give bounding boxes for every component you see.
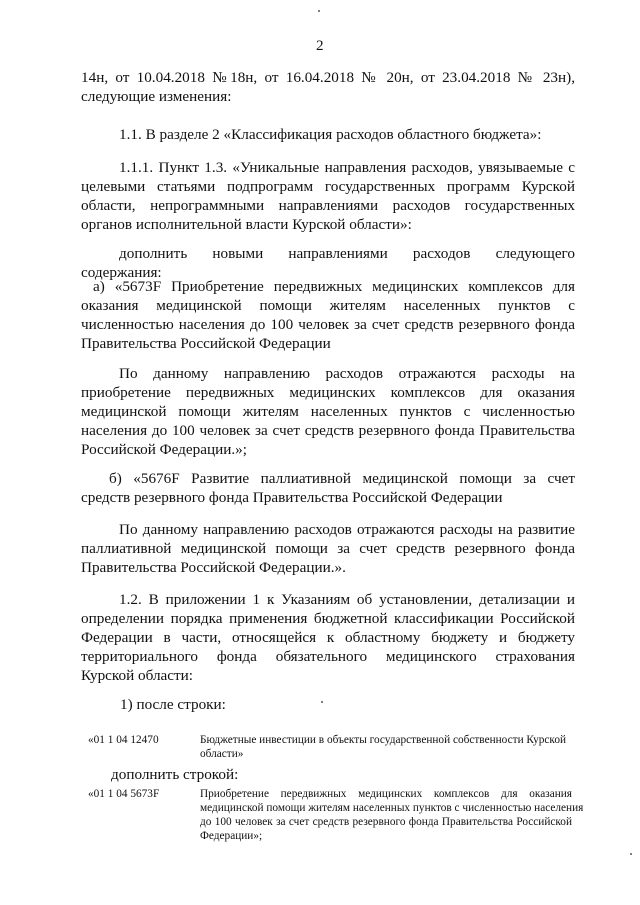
text-line: дополнить новыми направлениями расходов следующего xyxy=(119,245,575,262)
text-line: области» xyxy=(200,748,244,760)
text-line: Федерации»; xyxy=(200,830,263,842)
text-line: численностью населения до 100 человек за счет средств резервного фонда xyxy=(81,316,575,333)
scan-speck xyxy=(321,701,323,703)
text-line: органов исполнительной власти Курской области»: xyxy=(81,216,412,233)
text-line: По данному направлению расходов отражаются расходы на xyxy=(119,365,575,382)
section-1-1-1-paragraph xyxy=(81,158,575,234)
page-number: 2 xyxy=(316,37,324,54)
text-line: Бюджетные инвестиции в объекты государственной собственности Курской xyxy=(200,734,567,746)
intro-paragraph xyxy=(81,68,575,106)
text-line: территориального фонда обязательного медицинского страхования xyxy=(81,648,575,665)
row-description xyxy=(200,787,584,843)
text-line: целевыми статьями подпрограмм государственных программ Курской xyxy=(81,178,575,195)
item-a-description xyxy=(81,364,575,459)
text-line: Правительства Российской Федерации.». xyxy=(81,559,346,576)
section-1-1-heading: 1.1. В разделе 2 «Классификация расходов областного бюджета»: xyxy=(119,126,542,143)
text-line: до 100 человек за счет средств резервного фонда Правительства Российской xyxy=(200,816,572,828)
item-a-paragraph xyxy=(81,277,575,353)
text-line: Федерации в части, относящейся к областному бюджету и бюджету xyxy=(81,629,575,646)
add-row-label: дополнить строкой: xyxy=(111,766,239,783)
text-line: приобретение передвижных медицинских комплексов для оказания xyxy=(81,384,575,401)
text-line: содержания: xyxy=(81,264,162,281)
text-line: 14н, от 10.04.2018 №18н, от 16.04.2018 № 20н, от 23.04.2018 № 23н), xyxy=(81,69,575,86)
text-line: 1.2. В приложении 1 к Указаниям об установлении, детализации и xyxy=(119,591,575,608)
text-line: области, непрограммными направлениями расходов государственных xyxy=(81,197,575,214)
text-line: б) «5676F Развитие паллиативной медицинской помощи за счет xyxy=(109,470,575,487)
section-1-2-paragraph xyxy=(81,590,575,685)
text-line: По данному направлению расходов отражаются расходы на развитие xyxy=(119,521,575,538)
text-line: оказания медицинской помощи жителям населенных пунктов с xyxy=(81,297,575,314)
scan-speck xyxy=(318,10,320,12)
text-line: паллиативной медицинской помощи за счет средств резервного фонда xyxy=(81,540,575,557)
text-line: определении порядка применения бюджетной классификации Российской xyxy=(81,610,575,627)
text-line: Российской Федерации.»; xyxy=(81,441,247,458)
scan-speck xyxy=(630,853,632,855)
text-line: медицинской помощи жителям населенных пунктов с численностью xyxy=(81,403,575,420)
text-line: населения до 100 человек за счет средств резервного фонда Правительства xyxy=(81,422,575,439)
text-line: Приобретение передвижных медицинских комплексов для оказания xyxy=(200,788,572,800)
text-line: следующие изменения: xyxy=(81,88,232,105)
after-line-label: 1) после строки: xyxy=(120,696,226,713)
text-line: средств резервного фонда Правительства Российской Федерации xyxy=(81,489,503,506)
item-b-description xyxy=(81,520,575,577)
text-line: 1.1.1. Пункт 1.3. «Уникальные направления расходов, увязываемые с xyxy=(119,159,575,176)
text-line: Правительства Российской Федерации xyxy=(81,335,331,352)
row-code: «01 1 04 5673F xyxy=(88,788,160,800)
item-b-paragraph xyxy=(81,469,575,507)
row-description xyxy=(200,733,572,761)
text-line: медицинской помощи жителям населенных пунктов с численностью населения xyxy=(200,802,584,814)
text-line: а) «5673F Приобретение передвижных медицинских комплексов для xyxy=(93,278,575,295)
row-code: «01 1 04 12470 xyxy=(88,734,159,746)
text-line: Курской области: xyxy=(81,667,194,684)
